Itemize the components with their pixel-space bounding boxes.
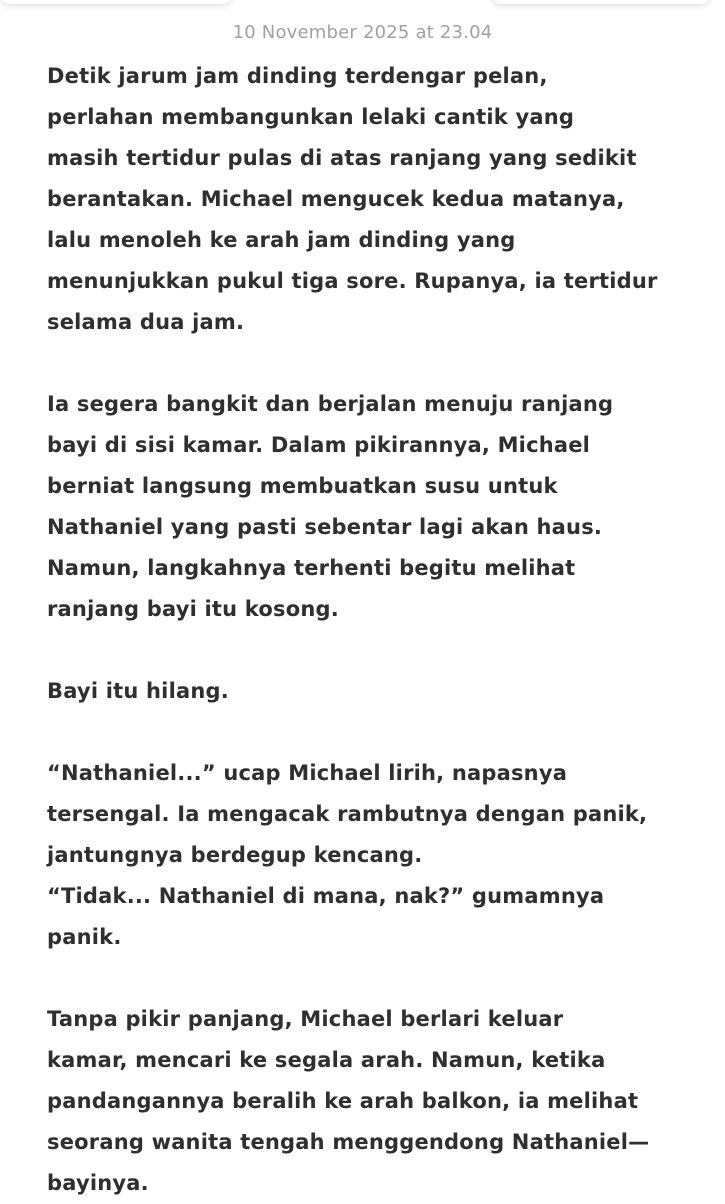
toolbar-left-button-group[interactable] bbox=[0, 0, 232, 4]
note-body[interactable] bbox=[47, 56, 712, 1204]
note-paragraph: Bayi itu hilang. bbox=[47, 679, 229, 703]
note-paragraph: Ia segera bangkit dan berjalan menuju ranjang bayi di sisi kamar. Dalam pikirannya, Michael berniat langsung membuatkan susu untuk Nathaniel yang pasti sebentar lagi akan haus. Namun, langkahnya terhenti begitu melihat ranjang bayi itu kosong. bbox=[47, 392, 614, 621]
toolbar-right-button-group[interactable] bbox=[492, 0, 710, 4]
note-paragraph: Detik jarum jam dinding terdengar pelan, perlahan membangunkan lelaki cantik yang masih tertidur pulas di atas ranjang yang sedikit berantakan. Michael mengucek kedua matanya, lalu menoleh ke arah jam dinding yang menunjukkan pukul tiga sore. Rupanya, ia tertidur selama dua jam. bbox=[47, 64, 658, 334]
note-paragraph: “Nathaniel...” ucap Michael lirih, napasnya tersengal. Ia mengacak rambutnya dengan panik, jantungnya berdegup kencang. “Tidak... Nathaniel di mana, nak?” gumamnya panik. bbox=[47, 761, 648, 949]
note-paragraph: Tanpa pikir panjang, Michael berlari keluar kamar, mencari ke segala arah. Namun, ketika pandangannya beralih ke arah balkon, ia melihat seorang wanita tengah menggendong Nathaniel— bayinya. bbox=[47, 1007, 650, 1195]
top-toolbar bbox=[0, 0, 725, 10]
note-timestamp: 10 November 2025 at 23.04 bbox=[232, 22, 493, 43]
